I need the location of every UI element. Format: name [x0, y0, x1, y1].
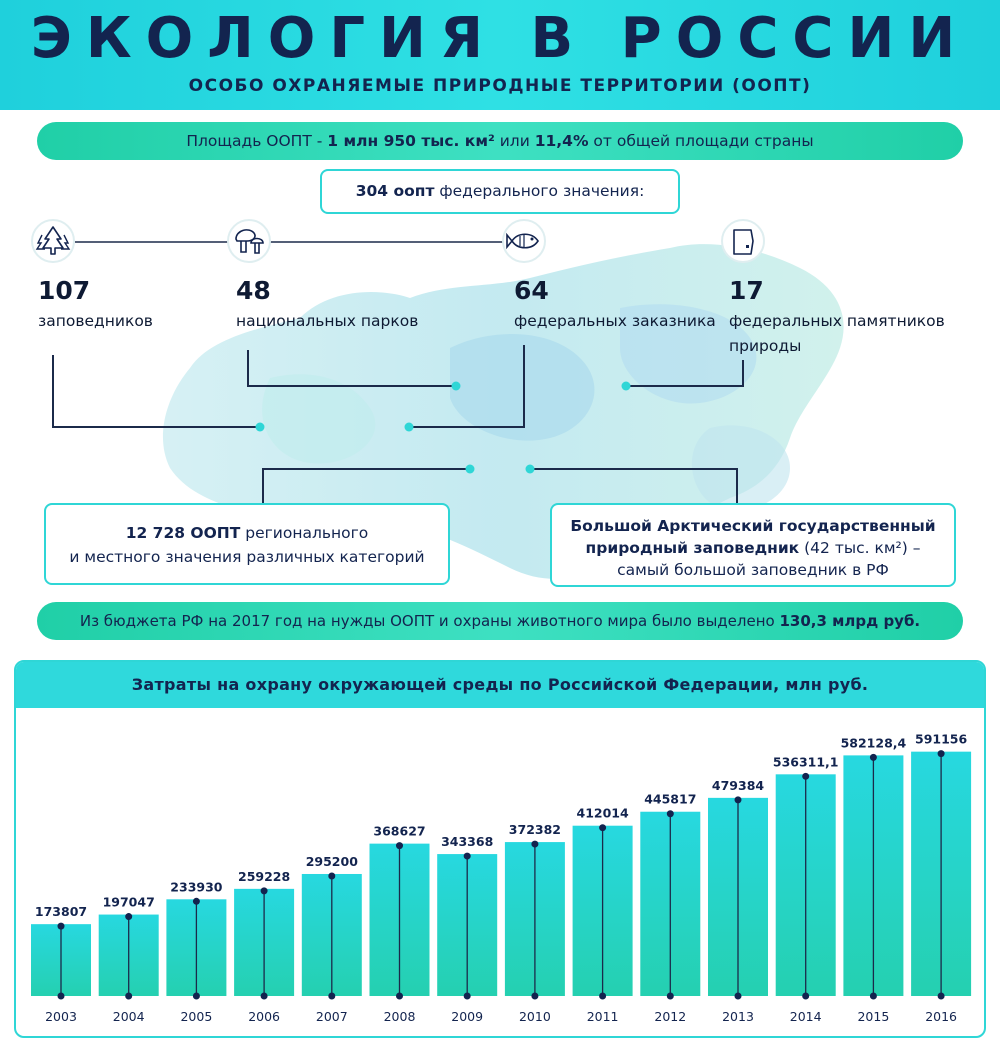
page-subtitle: ОСОБО ОХРАНЯЕМЫЕ ПРИРОДНЫЕ ТЕРРИТОРИИ (ООПТ) [188, 76, 812, 96]
data-label-2010: 372382 [508, 822, 561, 838]
tick-label-2014: 2014 [789, 1009, 822, 1024]
stat-label-parks: национальных парков [236, 312, 419, 330]
bar-base-dot-2005 [193, 993, 200, 1000]
tick-label-2016: 2016 [925, 1009, 958, 1024]
bar-top-dot-2011 [599, 824, 606, 831]
stat-label-zakazniki: федеральных заказника [514, 312, 716, 330]
arctic-line2-bold: природный заповедник [585, 539, 800, 557]
bar-base-dot-2007 [328, 993, 335, 1000]
bar-top-dot-2016 [938, 750, 945, 757]
bar-top-dot-2008 [396, 842, 403, 849]
bar-top-dot-2009 [464, 853, 471, 860]
area-prefix: Площадь ООПТ - [186, 132, 328, 150]
bar-top-dot-2006 [261, 887, 268, 894]
bar-base-dot-2009 [464, 993, 471, 1000]
chart-title: Затраты на охрану окружающей среды по Российской Федерации, млн руб. [16, 662, 984, 708]
bar-base-dot-2014 [802, 993, 809, 1000]
bar-top-dot-2015 [870, 754, 877, 761]
regional-bold: 12 728 ООПТ [125, 524, 241, 542]
data-label-2006: 259228 [238, 868, 291, 884]
area-value: 1 млн 950 тыс. км² [327, 132, 495, 150]
bar-base-dot-2004 [125, 993, 132, 1000]
bar-top-dot-2014 [802, 773, 809, 780]
bar-top-dot-2004 [125, 913, 132, 920]
bar-base-dot-2011 [599, 993, 606, 1000]
bar-top-dot-2007 [328, 872, 335, 879]
stat-label-monuments-line2: природы [729, 337, 802, 355]
tick-label-2010: 2010 [518, 1009, 551, 1024]
data-label-2008: 368627 [373, 823, 426, 839]
area-percent: 11,4% [534, 132, 589, 150]
regional-line2: и местного значения различных категорий [69, 548, 425, 566]
area-suffix: от общей площади страны [588, 132, 814, 150]
tick-label-2009: 2009 [451, 1009, 484, 1024]
stat-number-monuments: 17 [729, 276, 764, 305]
bar-top-dot-2013 [735, 796, 742, 803]
data-label-2004: 197047 [102, 894, 155, 910]
bar-base-dot-2010 [531, 993, 538, 1000]
stat-label-monuments-line1: федеральных памятников [729, 312, 945, 330]
tick-label-2005: 2005 [180, 1009, 213, 1024]
data-label-2013: 479384 [711, 777, 765, 793]
data-label-2003: 173807 [34, 904, 88, 920]
tick-label-2015: 2015 [857, 1009, 890, 1024]
data-label-2005: 233930 [170, 879, 223, 895]
data-label-2016: 591156 [915, 731, 968, 747]
bar-base-dot-2015 [870, 993, 877, 1000]
bar-top-dot-2010 [531, 841, 538, 848]
data-label-2014: 536311,1 [772, 754, 839, 770]
regional-line1: регионального [240, 524, 369, 542]
arctic-line1: Большой Арктический государственный [570, 517, 936, 535]
federal-count: 304 оопт [355, 182, 435, 200]
data-label-2011: 412014 [576, 805, 629, 821]
tick-label-2013: 2013 [722, 1009, 754, 1024]
bar-base-dot-2003 [58, 993, 65, 1000]
tick-label-2004: 2004 [112, 1009, 145, 1024]
tick-label-2003: 2003 [45, 1009, 77, 1024]
bar-base-dot-2008 [396, 993, 403, 1000]
budget-text: Из бюджета РФ на 2017 год на нужды ООПТ и охраны животного мира было выделено [79, 612, 780, 630]
data-label-2012: 445817 [644, 791, 697, 807]
tick-label-2008: 2008 [383, 1009, 416, 1024]
data-label-2009: 343368 [441, 834, 494, 850]
bar-base-dot-2013 [735, 993, 742, 1000]
bar-base-dot-2012 [667, 993, 674, 1000]
bar-top-dot-2003 [58, 923, 65, 930]
page-title: ЭКОЛОГИЯ В РОССИИ [30, 6, 970, 71]
stat-number-parks: 48 [236, 276, 271, 305]
bar-top-dot-2005 [193, 898, 200, 905]
area-middle: или [494, 132, 535, 150]
tick-label-2007: 2007 [315, 1009, 348, 1024]
stat-label-zapovedniki: заповедников [38, 312, 153, 330]
bar-base-dot-2006 [261, 993, 268, 1000]
tick-label-2006: 2006 [248, 1009, 281, 1024]
stat-number-zakazniki: 64 [514, 276, 549, 305]
tick-label-2011: 2011 [586, 1009, 619, 1024]
data-label-2015: 582128,4 [840, 735, 907, 751]
tick-label-2012: 2012 [654, 1009, 687, 1024]
data-label-2007: 295200 [305, 853, 358, 869]
bar-base-dot-2016 [938, 993, 945, 1000]
arctic-line3: самый большой заповедник в РФ [617, 561, 889, 579]
stat-number-zapovedniki: 107 [38, 276, 91, 305]
budget-value: 130,3 млрд руб. [779, 612, 921, 630]
federal-label: федерального значения: [434, 182, 645, 200]
arctic-line2-rest: (42 тыс. км²) – [799, 539, 921, 557]
bar-top-dot-2012 [667, 810, 674, 817]
